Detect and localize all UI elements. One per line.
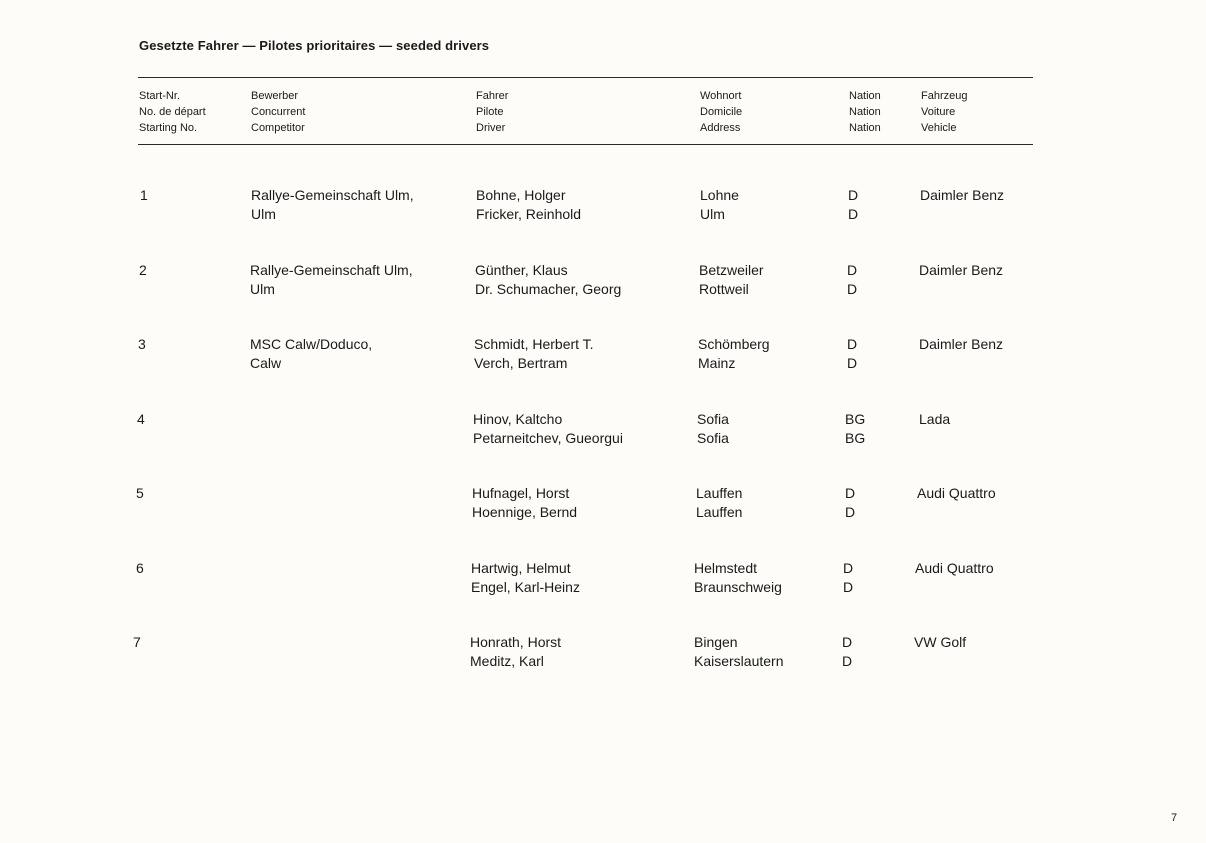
address: Betzweiler Rottweil [699, 262, 764, 297]
address: Lauffen Lauffen [696, 485, 743, 520]
header-nation: Nation Nation Nation [849, 90, 881, 134]
vehicle: VW Golf [914, 634, 967, 650]
header-address: Wohnort Domicile Address [700, 90, 743, 134]
competitor: Rallye-Gemeinschaft Ulm, Ulm [250, 262, 413, 297]
drivers: Hinov, Kaltcho Petarneitchev, Gueorgui [473, 411, 623, 446]
nation: D D [847, 336, 858, 371]
address: Helmstedt Braunschweig [694, 560, 782, 595]
header-vehicle: Fahrzeug Voiture Vehicle [921, 90, 968, 134]
nation: D D [842, 634, 853, 669]
drivers: Hartwig, Helmut Engel, Karl-Heinz [471, 560, 580, 595]
header-start-no: Start-Nr. No. de départ Starting No. [139, 90, 206, 134]
nation: D D [847, 262, 858, 297]
nation: D D [848, 187, 859, 222]
vehicle: Audi Quattro [915, 560, 994, 576]
page-number: 7 [1171, 812, 1178, 824]
header-bottom-rule [138, 144, 1033, 145]
start-number: 2 [139, 262, 147, 278]
nation: BG BG [845, 411, 866, 446]
header-competitor: Bewerber Concurrent Competitor [251, 90, 306, 134]
table-row [0, 633, 1206, 673]
drivers: Hufnagel, Horst Hoennige, Bernd [472, 485, 578, 520]
table-row [0, 484, 1206, 524]
address: Lohne Ulm [700, 187, 739, 222]
address: Sofia Sofia [697, 411, 729, 446]
nation: D D [845, 485, 856, 520]
table-row [0, 559, 1206, 599]
start-number: 3 [138, 336, 146, 352]
drivers: Schmidt, Herbert T. Verch, Bertram [474, 336, 594, 371]
header-driver: Fahrer Pilote Driver [476, 90, 509, 134]
start-number: 7 [133, 634, 141, 650]
address: Bingen Kaiserslautern [694, 634, 784, 669]
start-number: 6 [136, 560, 144, 576]
vehicle: Daimler Benz [919, 262, 1004, 278]
drivers: Bohne, Holger Fricker, Reinhold [476, 187, 582, 222]
vehicle: Daimler Benz [920, 187, 1005, 203]
nation: D D [843, 560, 854, 595]
header-top-rule [138, 77, 1033, 78]
competitor: Rallye-Gemeinschaft Ulm, Ulm [251, 187, 414, 222]
drivers: Honrath, Horst Meditz, Karl [470, 634, 562, 669]
table-row [0, 335, 1206, 375]
address: Schömberg Mainz [698, 336, 770, 371]
vehicle: Audi Quattro [917, 485, 996, 501]
table-row [0, 261, 1206, 301]
start-number: 1 [140, 187, 148, 203]
competitor: MSC Calw/Doduco, Calw [250, 336, 373, 371]
drivers: Günther, Klaus Dr. Schumacher, Georg [475, 262, 622, 297]
vehicle: Lada [919, 411, 951, 427]
table-row [0, 410, 1206, 450]
vehicle: Daimler Benz [919, 336, 1004, 352]
start-number: 4 [137, 411, 145, 427]
page-title: Gesetzte Fahrer — Pilotes prioritaires — seeded drivers [139, 38, 490, 53]
start-number: 5 [136, 485, 144, 501]
table-row [0, 186, 1206, 226]
